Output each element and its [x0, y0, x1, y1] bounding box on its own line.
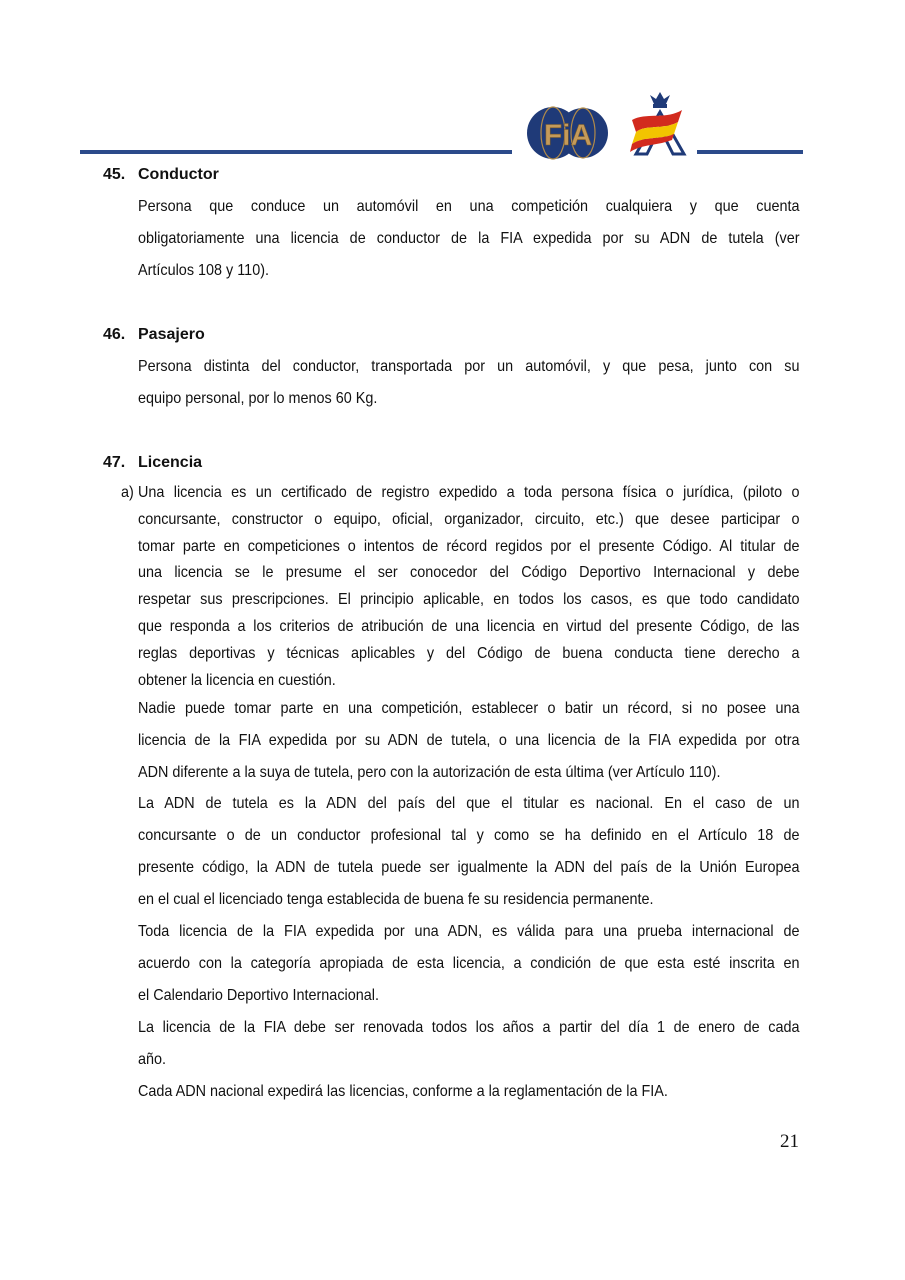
section-title: Conductor: [138, 166, 219, 183]
text-line: licencia de la FIA expedida por su ADN de tutela, o una licencia de la FIA expedida por otra: [138, 732, 800, 749]
paragraph: [138, 916, 873, 1012]
text-line: obligatoriamente una licencia de conductor de la FIA expedida por su ADN de tutela (ver: [138, 230, 800, 247]
paragraph: [138, 1012, 873, 1076]
text-line: respetar sus prescripciones. El principio aplicable, en todos los casos, es que todo candidato: [138, 591, 800, 609]
text-line: Toda licencia de la FIA expedida por una ADN, es válida para una prueba internacional de: [138, 923, 800, 940]
text-line: Nadie puede tomar parte en una competición, establecer o batir un récord, si no posee una: [138, 700, 800, 717]
text-line: en el cual el licenciado tenga establecida de buena fe su residencia permanente.: [138, 891, 654, 908]
text-line: acuerdo con la categoría apropiada de esta licencia, a condición de que esta esté inscrita en: [138, 955, 800, 972]
text-line: La ADN de tutela es la ADN del país del que el titular es nacional. En el caso de un: [138, 795, 800, 812]
paragraph: [138, 191, 873, 287]
text-line: tomar parte en competiciones o intentos de récord regidos por el presente Código. Al titular de: [138, 537, 800, 555]
rfeda-logo: [626, 90, 688, 156]
page-number: 21: [780, 1131, 799, 1152]
header-rule-left: [80, 150, 512, 154]
text-line: obtener la licencia en cuestión.: [138, 671, 336, 689]
text-line: reglas deportivas y técnicas aplicables y del Código de buena conducta tiene derecho a: [138, 644, 800, 662]
header-rule-right: [697, 150, 803, 154]
text-line: que responda a los criterios de atribución de una licencia en virtud del presente Código, de las: [138, 617, 800, 635]
section-title: Pasajero: [138, 326, 205, 343]
text-line: Persona distinta del conductor, transportada por un automóvil, y que pesa, junto con su: [138, 358, 800, 375]
text-line: La licencia de la FIA debe ser renovada todos los años a partir del día 1 de enero de cada: [138, 1019, 800, 1036]
text-line: Artículos 108 y 110).: [138, 262, 270, 279]
text-line: Cada ADN nacional expedirá las licencias, conforme a la reglamentación de la FIA.: [138, 1083, 668, 1100]
text-line: equipo personal, por lo menos 60 Kg.: [138, 390, 378, 407]
paragraph: [138, 351, 873, 415]
paragraph: [138, 1076, 873, 1108]
text-line: el Calendario Deportivo Internacional.: [138, 987, 379, 1004]
text-line: Persona que conduce un automóvil en una competición cualquiera y que cuenta: [138, 198, 800, 215]
section-number: 45.: [103, 166, 126, 183]
section-number: 46.: [103, 326, 126, 343]
text-line: Una licencia es un certificado de registro expedido a toda persona física o jurídica, (piloto o: [138, 484, 800, 501]
text-line: una licencia se le presume el ser conocedor del Código Deportivo Internacional y debe: [138, 564, 800, 582]
text-line: presente código, la ADN de tutela puede ser igualmente la ADN del país de la Unión Europea: [138, 859, 800, 876]
paragraph: [138, 693, 873, 789]
section-number: 47.: [103, 454, 126, 471]
fia-logo: [527, 103, 609, 163]
paragraph: [138, 480, 873, 694]
section-title: Licencia: [138, 454, 203, 471]
text-line: año.: [138, 1051, 167, 1068]
text-line: ADN diferente a la suya de tutela, pero con la autorización de esta última (ver Artículo 110).: [138, 764, 721, 781]
text-line: concursante, constructor o equipo, oficial, organizador, circuito, etc.) que desee participar o: [138, 510, 800, 528]
paragraph: [138, 788, 873, 916]
svg-text:FiA: FiA: [543, 119, 593, 152]
text-line: concursante o de un conductor profesional tal y como se ha definido en el Artículo 18 de: [138, 827, 800, 844]
list-marker: a): [121, 484, 134, 501]
